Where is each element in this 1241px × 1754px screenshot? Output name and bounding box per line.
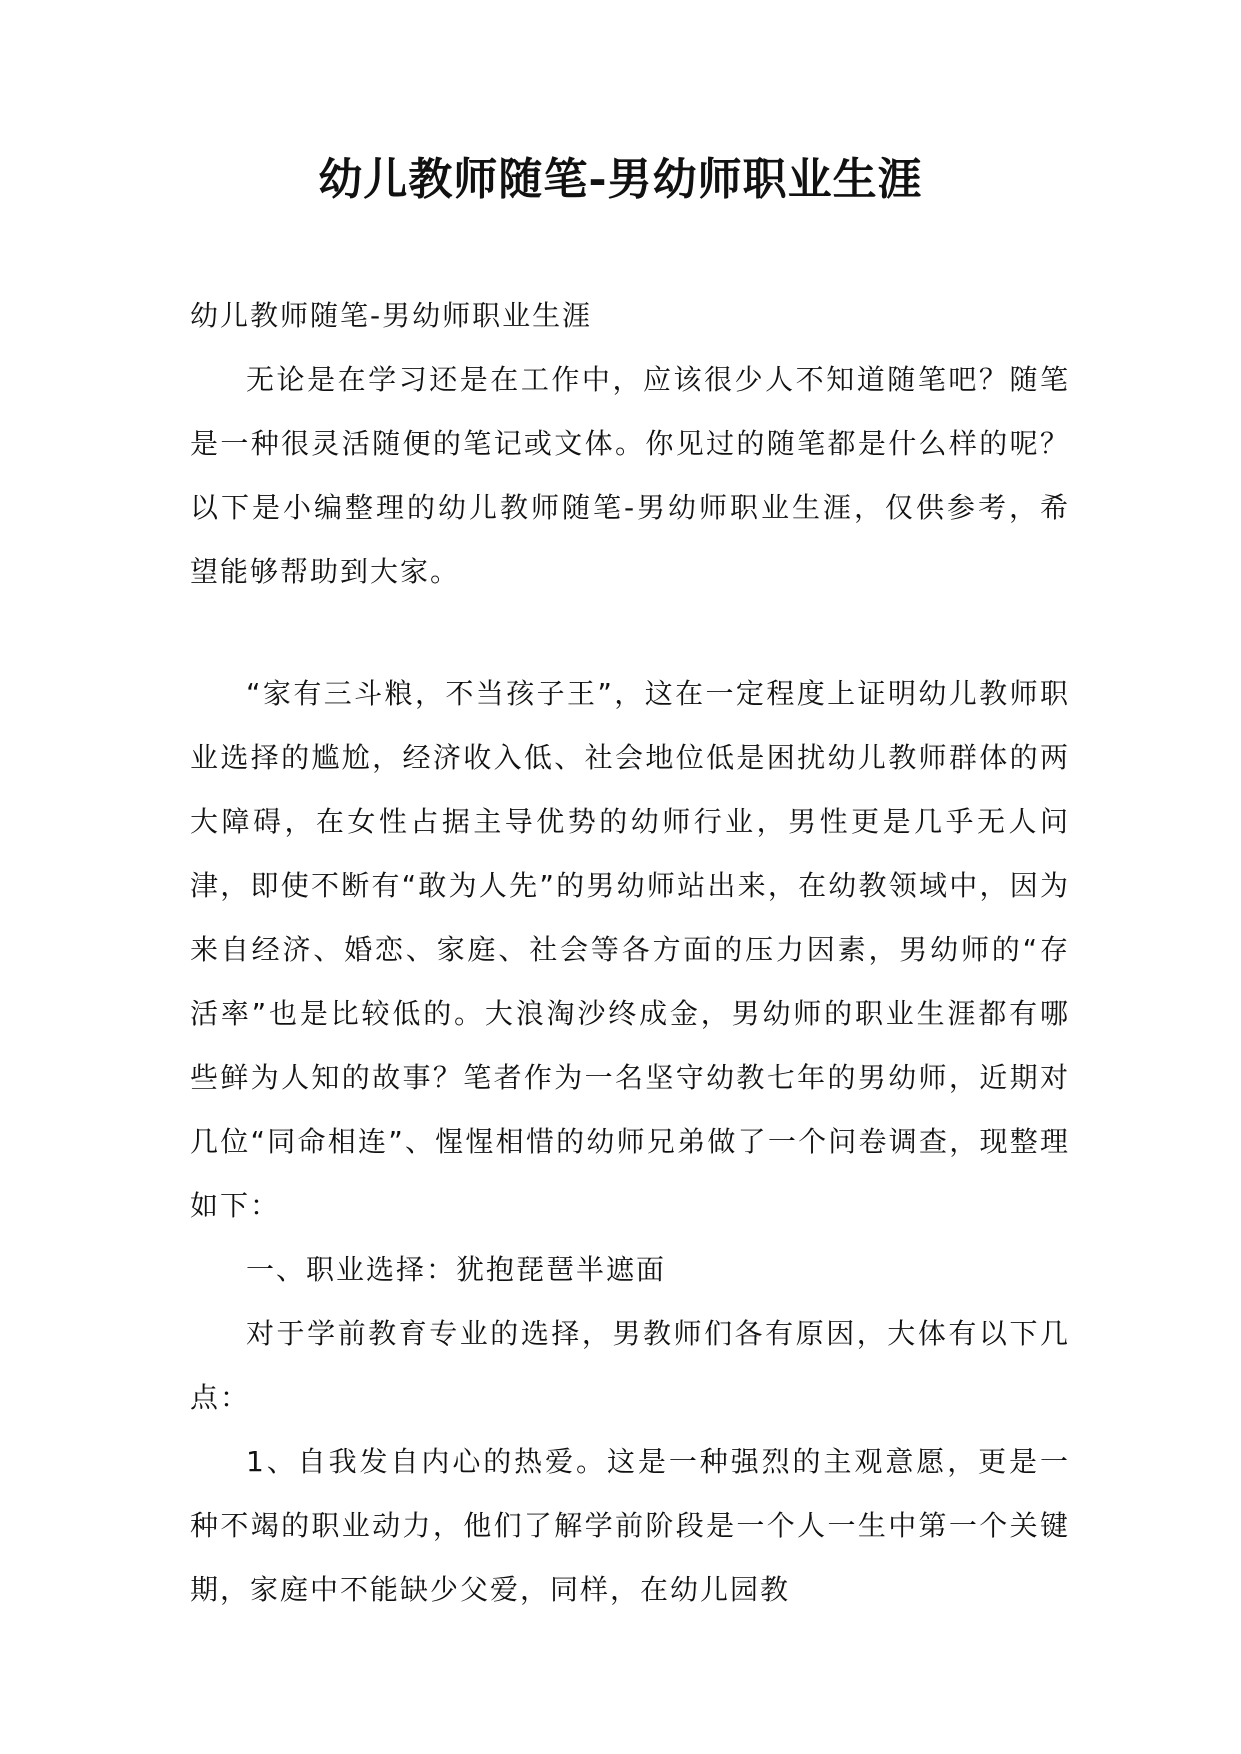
intro-paragraph: 无论是在学习还是在工作中，应该很少人不知道随笔吧？随笔是一种很灵活随便的笔记或文体。你见过的随笔都是什么样的呢？以下是小编整理的幼儿教师随笔-男幼师职业生涯，仅供参考，希望能够帮助到大家。: [190, 363, 1070, 588]
section-heading-1: 一、职业选择：犹抱琵琶半遮面: [246, 1253, 667, 1286]
paragraph-spacer: [190, 604, 1070, 662]
body-paragraph-2: 对于学前教育专业的选择，男教师们各有原因，大体有以下几点：: [190, 1317, 1070, 1414]
document-body: [190, 284, 1070, 1622]
body-paragraph-1: “家有三斗粮，不当孩子王”，这在一定程度上证明幼儿教师职业选择的尴尬，经济收入低、社会地位低是困扰幼儿教师群体的两大障碍，在女性占据主导优势的幼师行业，男性更是几乎无人问津，即使不断有“敢为人先”的男幼师站出来，在幼教领域中，因为来自经济、婚恋、家庭、社会等各方面的压力因素，男幼师的“存活率”也是比较低的。大浪淘沙终成金，男幼师的职业生涯都有哪些鲜为人知的故事？笔者作为一名坚守幼教七年的男幼师，近期对几位“同命相连”、惺惺相惜的幼师兄弟做了一个问卷调查，现整理如下：: [190, 677, 1070, 1222]
document-subtitle: 幼儿教师随笔-男幼师职业生涯: [190, 299, 593, 332]
body-paragraph-3: 1、自我发自内心的热爱。这是一种强烈的主观意愿，更是一种不竭的职业动力，他们了解学前阶段是一个人一生中第一个关键期，家庭中不能缺少父爱，同样，在幼儿园教: [190, 1445, 1070, 1606]
document-title: 幼儿教师随笔-男幼师职业生涯: [318, 154, 923, 205]
